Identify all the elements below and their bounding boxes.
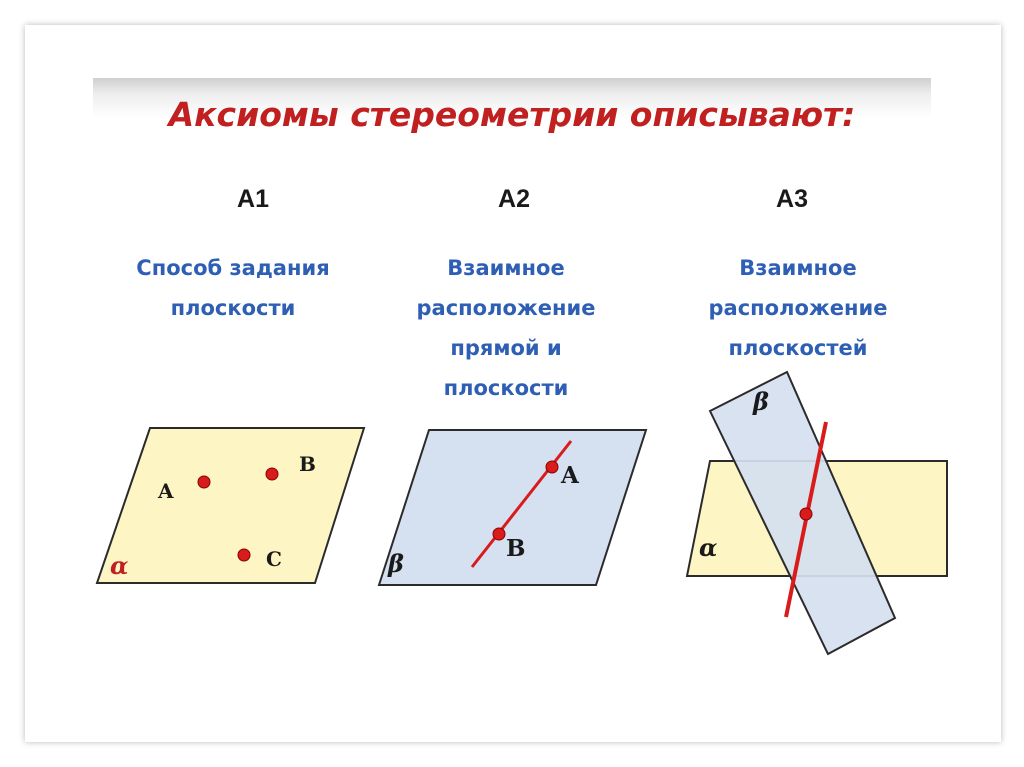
figure-a3 bbox=[687, 372, 947, 654]
point-a bbox=[198, 476, 210, 488]
label-alpha-a1: α bbox=[110, 551, 129, 580]
heading-a1: А1 bbox=[237, 185, 269, 213]
label-b-a2: B bbox=[506, 535, 526, 562]
caption-a1-line1: Способ задания bbox=[136, 256, 330, 280]
label-b-a1: B bbox=[299, 452, 316, 476]
caption-a3-line2: расположение bbox=[708, 296, 888, 320]
heading-a3: А3 bbox=[776, 185, 808, 213]
label-beta-a3: β bbox=[753, 387, 769, 416]
caption-a2-line3: прямой и bbox=[450, 336, 562, 360]
point-c bbox=[238, 549, 250, 561]
figure-a1 bbox=[97, 428, 364, 583]
caption-a2-line1: Взаимное bbox=[447, 256, 565, 280]
label-c-a1: C bbox=[266, 547, 282, 571]
plane-alpha-a1 bbox=[97, 428, 364, 583]
caption-a2-line2: расположение bbox=[416, 296, 596, 320]
figure-a2 bbox=[379, 430, 646, 585]
label-beta-a2: β bbox=[388, 549, 404, 578]
point-b bbox=[266, 468, 278, 480]
intersection-point bbox=[800, 508, 812, 520]
caption-a3-line3: плоскостей bbox=[728, 336, 868, 360]
label-a-a2: A bbox=[561, 462, 579, 489]
point-a-a2 bbox=[546, 461, 558, 473]
caption-a3-line1: Взаимное bbox=[739, 256, 857, 280]
point-b-a2 bbox=[493, 528, 505, 540]
caption-a1-line2: плоскости bbox=[170, 296, 296, 320]
page-title: Аксиомы стереометрии описывают: bbox=[168, 95, 856, 134]
label-a-a1: A bbox=[158, 479, 174, 503]
heading-a2: А2 bbox=[498, 185, 530, 213]
caption-a2-line4: плоскости bbox=[443, 376, 569, 400]
label-alpha-a3: α bbox=[699, 533, 718, 562]
